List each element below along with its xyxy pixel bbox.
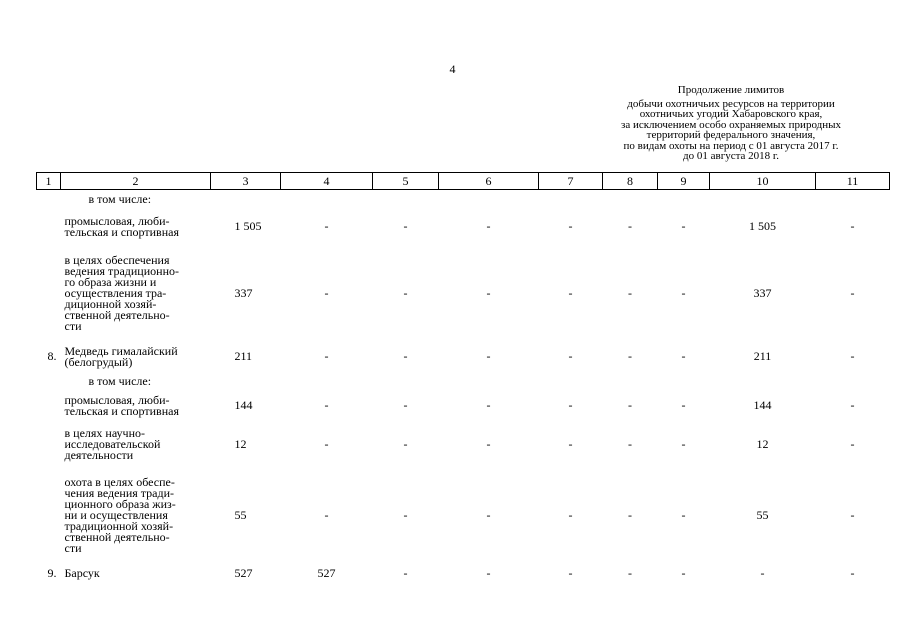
cell-value-col3: 55	[234, 508, 247, 522]
cell-value-col11: -	[850, 398, 855, 412]
row-number	[37, 422, 61, 468]
cell-value-col11	[816, 190, 890, 208]
cell-value-col3: 337	[234, 286, 253, 300]
cell-value-col3: 211	[234, 349, 253, 363]
cell-value-col10: 337	[753, 286, 772, 300]
cell-value-col5: -	[403, 566, 408, 580]
cell-value-col11: -	[850, 566, 855, 580]
table-row	[37, 422, 890, 468]
cell-value-col8: -	[628, 437, 632, 451]
row-number: 8.	[47, 349, 57, 363]
cell-value-col3: 1 505	[234, 219, 262, 233]
cell-value-col10: 1 505	[749, 219, 776, 233]
row-number	[37, 190, 61, 208]
cell-value-col11: -	[850, 508, 855, 522]
cell-value-col4: -	[324, 437, 329, 451]
limits-table	[36, 172, 890, 584]
cell-value-col10	[710, 190, 816, 208]
cell-value-col4: -	[324, 398, 329, 412]
cell-value-col6: -	[486, 398, 491, 412]
cell-value-col5: -	[403, 398, 408, 412]
column-header: 3	[211, 173, 281, 190]
resource-name: промысловая, люби- тельская и спортивная	[64, 392, 179, 418]
cell-value-col9	[658, 372, 710, 390]
column-header: 6	[439, 173, 539, 190]
cell-value-col4: -	[324, 349, 329, 363]
continuation-line: охотничьих угодий Хабаровского края,	[639, 108, 823, 120]
cell-value-col7: -	[568, 398, 573, 412]
cell-value-col8: -	[628, 398, 632, 412]
table-row	[37, 190, 890, 208]
table-row	[37, 342, 890, 372]
resource-name: Барсук	[64, 566, 100, 580]
cell-value-col7: -	[568, 566, 573, 580]
cell-value-col6: -	[486, 349, 491, 363]
table-row	[37, 390, 890, 422]
cell-value-col8: -	[628, 508, 632, 522]
cell-value-col3	[211, 190, 281, 208]
column-header: 8	[603, 173, 658, 190]
cell-value-col4: -	[324, 219, 329, 233]
cell-value-col3: 527	[234, 566, 253, 580]
cell-value-col6	[439, 190, 539, 208]
cell-value-col4: -	[324, 286, 329, 300]
cell-value-col10	[710, 372, 816, 390]
resource-name: Медведь гималайский (белогрудый)	[64, 343, 178, 369]
cell-value-col9: -	[681, 566, 686, 580]
column-header: 1	[37, 173, 61, 190]
continuation-line: за исключением особо охраняемых природных	[620, 118, 842, 131]
cell-value-col11: -	[850, 286, 855, 300]
table-row	[37, 208, 890, 246]
cell-value-col4: -	[324, 508, 329, 522]
cell-value-col7: -	[568, 437, 573, 451]
cell-value-col5	[373, 190, 439, 208]
cell-value-col7: -	[568, 508, 573, 522]
resource-name: промысловая, люби- тельская и спортивная	[64, 213, 179, 239]
cell-value-col7	[539, 190, 603, 208]
cell-value-col8: -	[628, 566, 632, 580]
column-header: 10	[710, 173, 816, 190]
column-header: 4	[281, 173, 373, 190]
cell-value-col10: -	[760, 566, 765, 580]
cell-value-col6	[439, 372, 539, 390]
cell-value-col3: 144	[234, 398, 253, 412]
cell-value-col10: 211	[753, 349, 772, 363]
cell-value-col9: -	[681, 219, 686, 233]
subheading-label: в том числе:	[88, 373, 152, 388]
column-header: 5	[373, 173, 439, 190]
cell-value-col11: -	[850, 349, 855, 363]
cell-value-col6: -	[486, 286, 491, 300]
continuation-line: территорий федерального значения,	[646, 129, 816, 141]
cell-value-col9: -	[681, 286, 686, 300]
cell-value-col8: -	[628, 286, 632, 300]
continuation-line: добычи охотничьих ресурсов на территории	[627, 97, 835, 110]
table-row	[37, 468, 890, 564]
cell-value-col4	[281, 190, 373, 208]
column-header: 9	[658, 173, 710, 190]
cell-value-col8: -	[628, 219, 632, 233]
continuation-line: Продолжение лимитов	[677, 84, 785, 96]
cell-value-col11: -	[850, 437, 855, 451]
subheading-label: в том числе:	[88, 191, 152, 206]
column-header: 11	[816, 173, 890, 190]
resource-name: в целях научно- исследовательской деятельности	[64, 426, 161, 462]
row-number	[37, 208, 61, 246]
cell-value-col8	[603, 372, 658, 390]
cell-value-col11: -	[850, 219, 855, 233]
cell-value-col8	[603, 190, 658, 208]
cell-value-col4: 527	[317, 566, 336, 580]
cell-value-col6: -	[486, 508, 491, 522]
continuation-line: по видам охоты на период с 01 августа 2017 г.	[623, 139, 839, 152]
cell-value-col9: -	[681, 349, 686, 363]
row-number	[37, 468, 61, 564]
row-number	[37, 372, 61, 390]
cell-value-col5: -	[403, 286, 408, 300]
cell-value-col7: -	[568, 219, 573, 233]
row-number	[37, 390, 61, 422]
cell-value-col7	[539, 372, 603, 390]
row-number	[37, 246, 61, 342]
cell-value-col5: -	[403, 437, 408, 451]
table-body	[37, 190, 890, 584]
cell-value-col5: -	[403, 349, 408, 363]
column-header: 7	[539, 173, 603, 190]
row-number: 9.	[47, 566, 57, 580]
cell-value-col9: -	[681, 398, 686, 412]
resource-name: в целях обеспечения ведения традиционно- го образа жизни и осуществления тра- диционной хозяй- ственной деятельно- сти	[64, 253, 179, 333]
cell-value-col10: 144	[753, 398, 772, 412]
cell-value-col7: -	[568, 349, 573, 363]
table-row	[37, 372, 890, 390]
cell-value-col9: -	[681, 437, 686, 451]
cell-value-col3: 12	[234, 437, 247, 451]
cell-value-col3	[211, 372, 281, 390]
table-row	[37, 564, 890, 584]
resource-name: охота в целях обеспе- чения ведения тради- ционного образа жиз- ни и осуществления традиционной хозяй- ственной деятельно- сти	[64, 475, 176, 555]
table-row	[37, 246, 890, 342]
cell-value-col5: -	[403, 219, 408, 233]
continuation-line: до 01 августа 2018 г.	[683, 150, 779, 162]
cell-value-col10: 55	[756, 508, 769, 522]
cell-value-col9	[658, 190, 710, 208]
cell-value-col6: -	[486, 437, 491, 451]
cell-value-col6: -	[486, 219, 491, 233]
cell-value-col11	[816, 372, 890, 390]
cell-value-col6: -	[486, 566, 491, 580]
cell-value-col7: -	[568, 286, 573, 300]
continuation-heading	[590, 85, 872, 162]
column-header: 2	[61, 173, 211, 190]
cell-value-col5: -	[403, 508, 408, 522]
cell-value-col9: -	[681, 508, 686, 522]
cell-value-col4	[281, 372, 373, 390]
cell-value-col5	[373, 372, 439, 390]
cell-value-col8: -	[628, 349, 632, 363]
page-number: 4	[449, 62, 456, 76]
header-row	[37, 173, 890, 190]
cell-value-col10: 12	[756, 437, 769, 451]
